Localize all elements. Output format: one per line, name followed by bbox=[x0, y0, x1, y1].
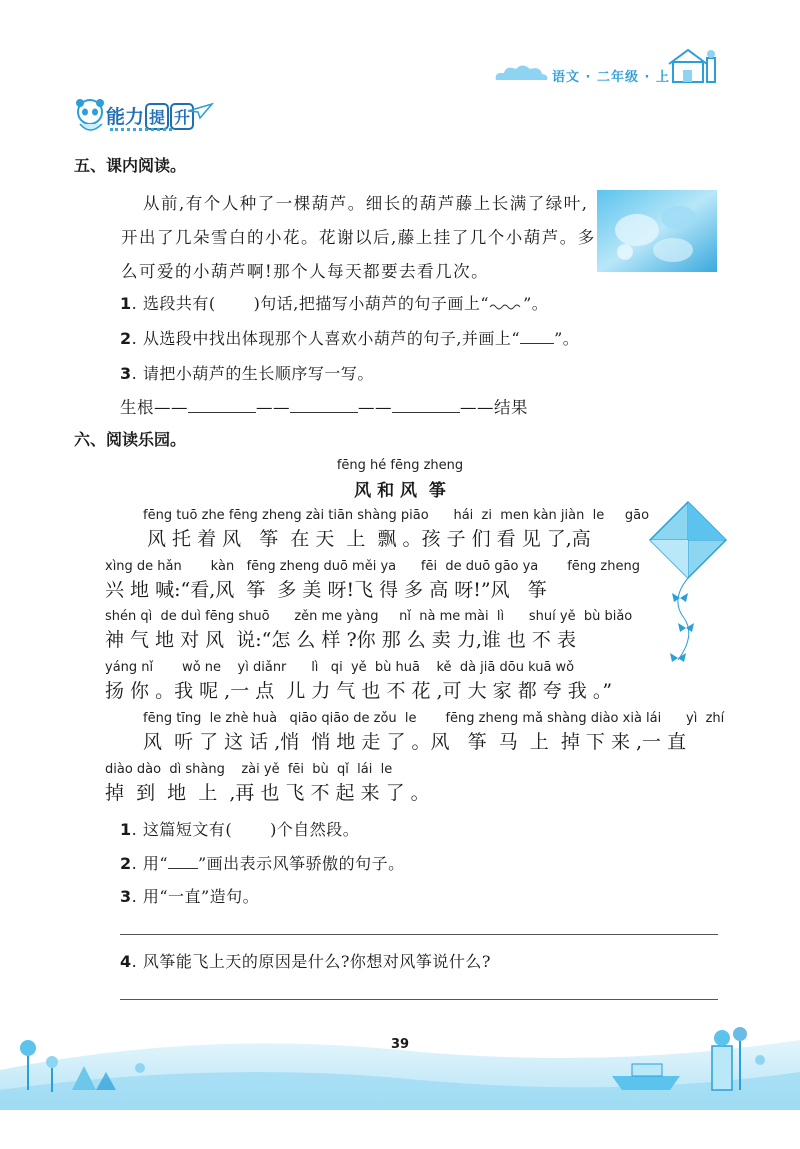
s5-question-1: 1. 选段共有( )句话,把描写小葫芦的句子画上“ ”。 bbox=[120, 294, 549, 313]
passage-line-2: 开出了几朵雪白的小花。花谢以后,藤上挂了几个小葫芦。多 bbox=[121, 228, 596, 247]
panda-mascot-icon bbox=[74, 98, 108, 138]
straight-line-mark bbox=[520, 343, 554, 344]
s6-question-1: 1. 这篇短文有( )个自然段。 bbox=[120, 820, 360, 839]
header-cloud-decoration bbox=[492, 62, 550, 84]
s5-question-3: 3. 请把小葫芦的生长顺序写一写。 bbox=[120, 364, 374, 383]
hanzi-row-3: 神 气 地 对 风 说:“怎 么 样 ?你 那 么 卖 力,谁 也 不 表 bbox=[105, 629, 576, 651]
wavy-line-mark-icon bbox=[489, 301, 523, 311]
badge-box-1: 提 bbox=[145, 103, 169, 130]
badge-box-2: 升 bbox=[170, 103, 194, 130]
story-title: 风 和 风 筝 bbox=[354, 481, 446, 501]
q4-answer-line[interactable] bbox=[120, 999, 718, 1000]
sequence-blank-1[interactable] bbox=[188, 412, 256, 413]
s5-question-2: 2. 从选段中找出体现那个人喜欢小葫芦的句子,并画上“ ”。 bbox=[120, 329, 580, 348]
sequence-blank-2[interactable] bbox=[290, 412, 358, 413]
s6-question-4: 4. 风筝能飞上天的原因是什么?你想对风筝说什么? bbox=[120, 952, 491, 971]
sequence-blank-3[interactable] bbox=[392, 412, 460, 413]
hanzi-row-6: 掉 到 地 上 ,再 也 飞 不 起 来 了 。 bbox=[105, 782, 430, 804]
hanzi-row-2: 兴 地 喊:“看,风 筝 多 美 呀!飞 得 多 高 呀!”风 筝 bbox=[105, 579, 547, 601]
section-five-title: 五、课内阅读。 bbox=[74, 156, 187, 175]
badge-text: 能力 bbox=[106, 106, 145, 128]
passage-line-1: 从前,有个人种了一棵葫芦。细长的葫芦藤上长满了绿叶, bbox=[143, 194, 589, 213]
pinyin-row-4: yáng nǐ wǒ ne yì diǎnr lì qi yě bù huā kě dà jiā dōu kuā wǒ bbox=[105, 660, 575, 675]
house-icon bbox=[663, 46, 723, 86]
gourd-photo-image bbox=[597, 190, 717, 272]
pinyin-row-5: fēng tīng le zhè huà qiāo qiāo de zǒu le fēng zheng mǎ shàng diào xià lái yì zhí bbox=[143, 711, 725, 726]
pinyin-row-1: fēng tuō zhe fēng zheng zài tiān shàng piāo hái zi men kàn jiàn le gāo bbox=[143, 508, 650, 523]
kite-illustration bbox=[640, 500, 730, 675]
paper-plane-icon bbox=[186, 102, 214, 120]
hanzi-row-1: 风 托 着 风 筝 在 天 上 飘 。孩 子 们 看 见 了,高 bbox=[147, 528, 591, 550]
q3-answer-line[interactable] bbox=[120, 934, 718, 935]
badge-dotted-underline bbox=[110, 128, 172, 131]
passage-line-3: 么可爱的小葫芦啊!那个人每天都要去看几次。 bbox=[121, 262, 490, 281]
growth-sequence: 生根—— —— —— ——结果 bbox=[120, 398, 528, 417]
s6-question-2: 2. 用“ ”画出表示风筝骄傲的句子。 bbox=[120, 854, 405, 873]
straight-line-mark bbox=[168, 868, 198, 869]
subject-grade-label: 语文 · 二年级 · 上 bbox=[552, 70, 670, 85]
page-number: 39 bbox=[390, 1037, 410, 1052]
ability-badge-title bbox=[106, 102, 194, 130]
section-six-title: 六、阅读乐园。 bbox=[74, 430, 187, 449]
hanzi-row-4: 扬 你 。我 呢 ,一 点 儿 力 气 也 不 花 ,可 大 家 都 夸 我 。” bbox=[105, 680, 613, 702]
s6-question-3: 3. 用“一直”造句。 bbox=[120, 887, 260, 906]
pinyin-row-3: shén qì de duì fēng shuō zěn me yàng nǐ nà me mài lì shuí yě bù biǎo bbox=[105, 609, 633, 624]
story-title-pinyin: fēng hé fēng zheng bbox=[336, 458, 464, 473]
pinyin-row-2: xìng de hǎn kàn fēng zheng duō měi ya fēi de duō gāo ya fēng zheng bbox=[105, 559, 640, 574]
footer-wave-decoration bbox=[0, 1010, 800, 1110]
pinyin-row-6: diào dào dì shàng zài yě fēi bù qǐ lái le bbox=[105, 762, 393, 777]
hanzi-row-5: 风 听 了 这 话 ,悄 悄 地 走 了 。风 筝 马 上 掉 下 来 ,一 直 bbox=[143, 731, 687, 753]
